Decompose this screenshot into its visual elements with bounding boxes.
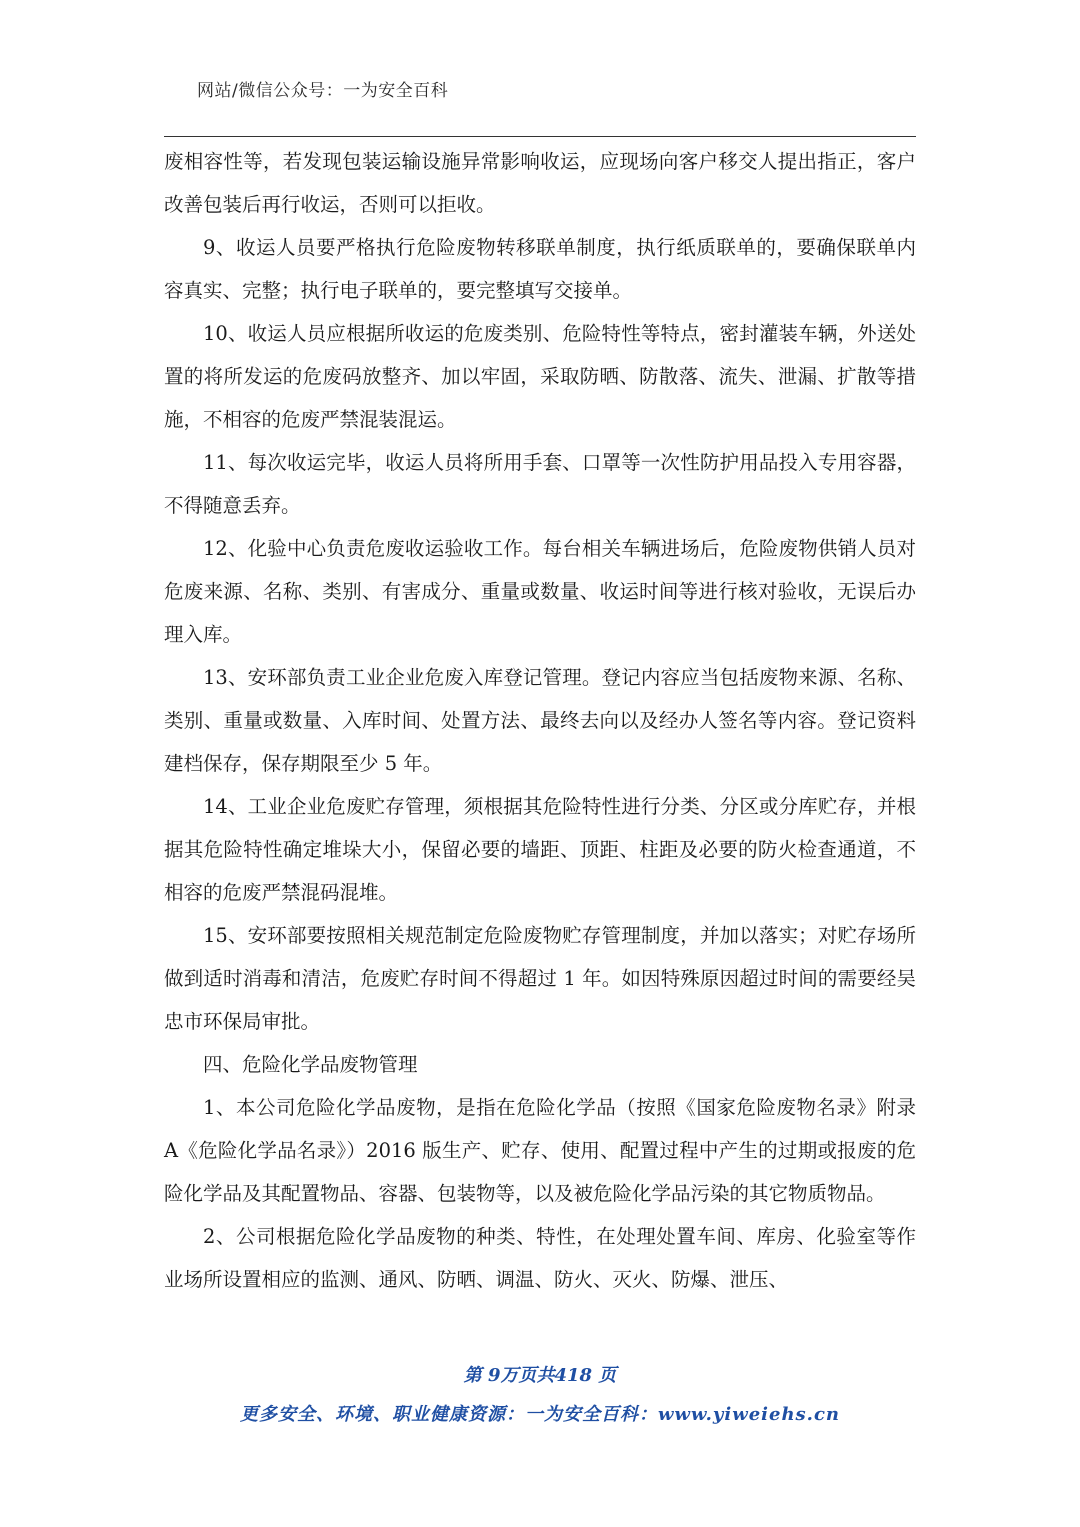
paragraph: 9、收运人员要严格执行危险废物转移联单制度，执行纸质联单的，要确保联单内容真实、完整；执行电子联单的，要完整填写交接单。: [164, 236, 916, 302]
section-heading: 四、危险化学品废物管理: [203, 1053, 418, 1076]
paragraph: 废相容性等，若发现包装运输设施异常影响收运，应现场向客户移交人提出指正，客户改善包装后再行收运，否则可以拒收。: [164, 150, 916, 216]
page-number: 第 9万页共418 页: [463, 1365, 617, 1386]
paragraph: 15、安环部要按照相关规范制定危险废物贮存管理制度，并加以落实；对贮存场所做到适时消毒和清洁，危废贮存时间不得超过 1 年。如因特殊原因超过时间的需要经吴忠市环保局审批。: [164, 924, 916, 1033]
paragraph: 14、工业企业危废贮存管理，须根据其危险特性进行分类、分区或分库贮存，并根据其危险特性确定堆垛大小，保留必要的墙距、顶距、柱距及必要的防火检查通道，不相容的危废严禁混码混堆。: [164, 795, 916, 904]
paragraph: 11、每次收运完毕，收运人员将所用手套、口罩等一次性防护用品投入专用容器，不得随意丢弃。: [164, 451, 916, 517]
footer-promo: 更多安全、环境、职业健康资源：一为安全百科：www.yiweiehs.cn: [239, 1404, 840, 1425]
paragraph: 10、收运人员应根据所收运的危废类别、危险特性等特点，密封灌装车辆，外送处置的将所发运的危废码放整齐、加以牢固，采取防晒、防散落、流失、泄漏、扩散等措施，不相容的危废严禁混装混运。: [164, 322, 916, 431]
paragraph: 13、安环部负责工业企业危废入库登记管理。登记内容应当包括废物来源、名称、类别、重量或数量、入库时间、处置方法、最终去向以及经办人签名等内容。登记资料建档保存，保存期限至少 5 年。: [164, 666, 916, 775]
document-body: [164, 140, 916, 1301]
site-header: 网站/微信公众号：一为安全百科: [197, 81, 449, 101]
paragraph: 12、化验中心负责危废收运验收工作。每台相关车辆进场后，危险废物供销人员对危废来源、名称、类别、有害成分、重量或数量、收运时间等进行核对验收，无误后办理入库。: [164, 537, 916, 646]
paragraph: 2、公司根据危险化学品废物的种类、特性，在处理处置车间、库房、化验室等作业场所设置相应的监测、通风、防晒、调温、防火、灭火、防爆、泄压、: [164, 1225, 916, 1291]
paragraph: 1、本公司危险化学品废物，是指在危险化学品（按照《国家危险废物名录》附录 A《危险化学品名录》）2016 版生产、贮存、使用、配置过程中产生的过期或报废的危险化学品及其配置物品、容器、包装物等，以及被危险化学品污染的其它物质物品。: [164, 1096, 916, 1205]
header-divider: [164, 136, 916, 137]
